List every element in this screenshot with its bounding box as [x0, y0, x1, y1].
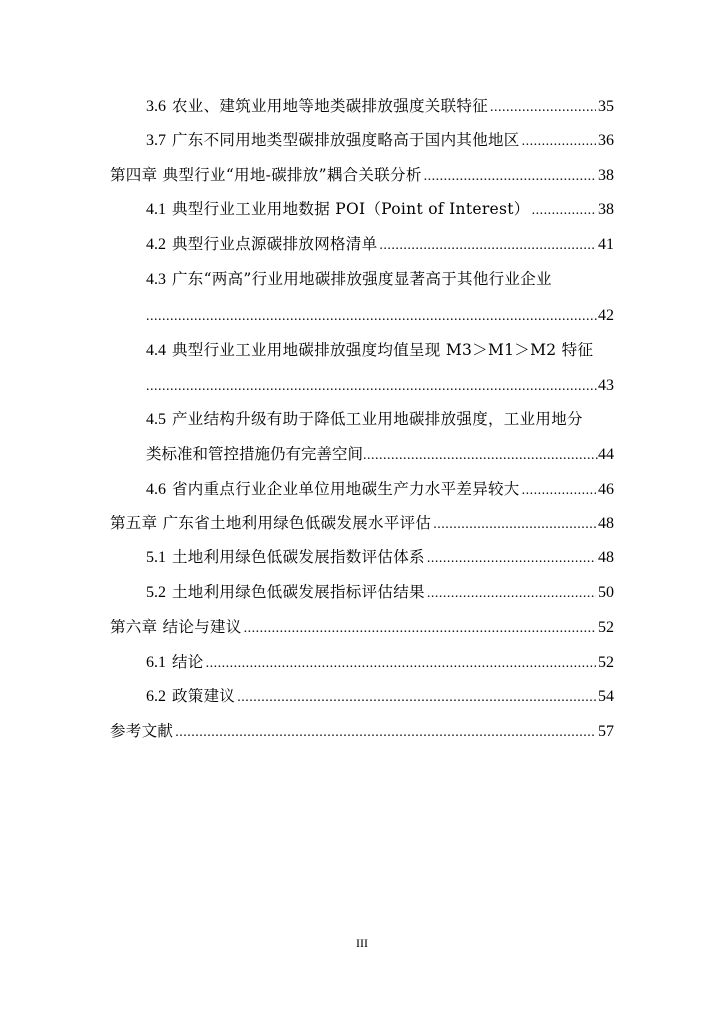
toc-leader-dots: [427, 582, 596, 604]
toc-page-number: 52: [598, 654, 614, 671]
toc-entry-4-5-continuation[interactable]: [146, 444, 614, 466]
toc-number: 3.6: [146, 98, 166, 115]
toc-title: 产业结构升级有助于降低工业用地碳排放强度，工业用地分: [172, 410, 583, 428]
toc-page-number: 42: [598, 307, 614, 324]
toc-entry-4-5[interactable]: [146, 409, 614, 430]
toc-entry-4-4-continuation[interactable]: [146, 375, 614, 397]
toc-leader-dots: [490, 96, 596, 118]
toc-title: 第四章 典型行业“用地-碳排放”耦合关联分析: [110, 166, 422, 184]
toc-title: 省内重点行业企业单位用地碳生产力水平差异较大: [172, 480, 520, 498]
toc-page-number: 57: [598, 723, 614, 740]
toc-entry-4-2[interactable]: [146, 234, 614, 256]
toc-entry-3-6[interactable]: [146, 96, 614, 118]
toc-title: 结论: [172, 653, 204, 671]
toc-page-number: 48: [598, 549, 614, 566]
toc-leader-dots: [146, 305, 598, 327]
toc-title: 典型行业点源碳排放网格清单: [172, 235, 378, 253]
toc-entry-chapter-6[interactable]: [110, 617, 614, 639]
toc-title: 广东不同用地类型碳排放强度略高于国内其他地区: [172, 131, 520, 149]
toc-number: 5.2: [146, 584, 166, 601]
toc-entry-6-1[interactable]: [146, 652, 614, 674]
toc-title: 广东“两高”行业用地碳排放强度显著高于其他行业企业: [172, 270, 552, 288]
toc-title: 参考文献: [110, 722, 174, 740]
toc-entry-chapter-5[interactable]: [110, 513, 614, 535]
toc-title: 第五章 广东省土地利用绿色低碳发展水平评估: [110, 514, 432, 532]
toc-number: 4.2: [146, 236, 166, 253]
toc-number: 6.1: [146, 654, 166, 671]
toc-page-number: 38: [598, 201, 614, 218]
toc-leader-dots: [146, 375, 598, 397]
toc-number: 4.4: [146, 342, 166, 359]
toc-number: 4.6: [146, 481, 166, 498]
toc-entry-4-6[interactable]: [146, 479, 614, 501]
toc-leader-dots: [206, 652, 596, 674]
toc-title: 第六章 结论与建议: [110, 618, 242, 636]
toc-entry-6-2[interactable]: [146, 686, 614, 708]
toc-entry-5-2[interactable]: [146, 582, 614, 604]
toc-leader-dots: [244, 617, 596, 639]
toc-leader-dots: [433, 513, 596, 535]
toc-entry-4-3[interactable]: [146, 269, 614, 290]
toc-title-continuation: 类标准和管控措施仍有完善空间: [146, 445, 364, 463]
toc-leader-dots: [424, 165, 596, 187]
toc-leader-dots: [379, 234, 596, 256]
toc-page-number: 38: [598, 167, 614, 184]
toc-title: 政策建议: [172, 687, 236, 705]
toc-title: 农业、建筑业用地等地类碳排放强度关联特征: [172, 97, 489, 115]
toc-number: 3.7: [146, 132, 166, 149]
toc-title: 土地利用绿色低碳发展指数评估体系: [172, 548, 425, 566]
toc-entry-references[interactable]: [110, 721, 614, 743]
toc-page-number: 50: [598, 584, 614, 601]
toc-page-number: 46: [598, 481, 614, 498]
toc-entry-4-3-continuation[interactable]: [146, 305, 614, 327]
toc-page-number: 54: [598, 688, 614, 705]
toc-title: 土地利用绿色低碳发展指标评估结果: [172, 583, 425, 601]
toc-entry-5-1[interactable]: [146, 547, 614, 569]
toc-leader-dots: [427, 547, 596, 569]
toc-page-number: 35: [598, 98, 614, 115]
toc-title: 典型行业工业用地碳排放强度均值呈现 M3＞M1＞M2 特征: [172, 341, 594, 359]
toc-page-number: 43: [598, 377, 614, 394]
toc-page-number: 41: [598, 236, 614, 253]
toc-leader-dots: [237, 686, 596, 708]
toc-page-number: 36: [598, 132, 614, 149]
toc-leader-dots: [175, 721, 596, 743]
toc-leader-dots: [522, 130, 596, 152]
toc-page-number: 48: [598, 515, 614, 532]
toc-page-number: 52: [598, 619, 614, 636]
toc-entry-3-7[interactable]: [146, 130, 614, 152]
toc-entry-chapter-4[interactable]: [110, 165, 614, 187]
toc-leader-dots: [522, 479, 596, 501]
toc-number: 4.1: [146, 201, 166, 218]
toc-page-number: 44: [598, 446, 614, 463]
toc-number: 4.5: [146, 411, 166, 428]
toc-entry-4-1[interactable]: [146, 199, 614, 221]
toc-number: 4.3: [146, 271, 166, 288]
toc-entry-4-4[interactable]: [146, 340, 614, 361]
toc-number: 6.2: [146, 688, 166, 705]
page-footer-number: III: [356, 936, 368, 950]
toc-leader-dots: [363, 444, 598, 466]
toc-leader-dots: [532, 199, 596, 221]
toc-title: 典型行业工业用地数据 POI（Point of Interest）: [172, 200, 530, 218]
toc-number: 5.1: [146, 549, 166, 566]
